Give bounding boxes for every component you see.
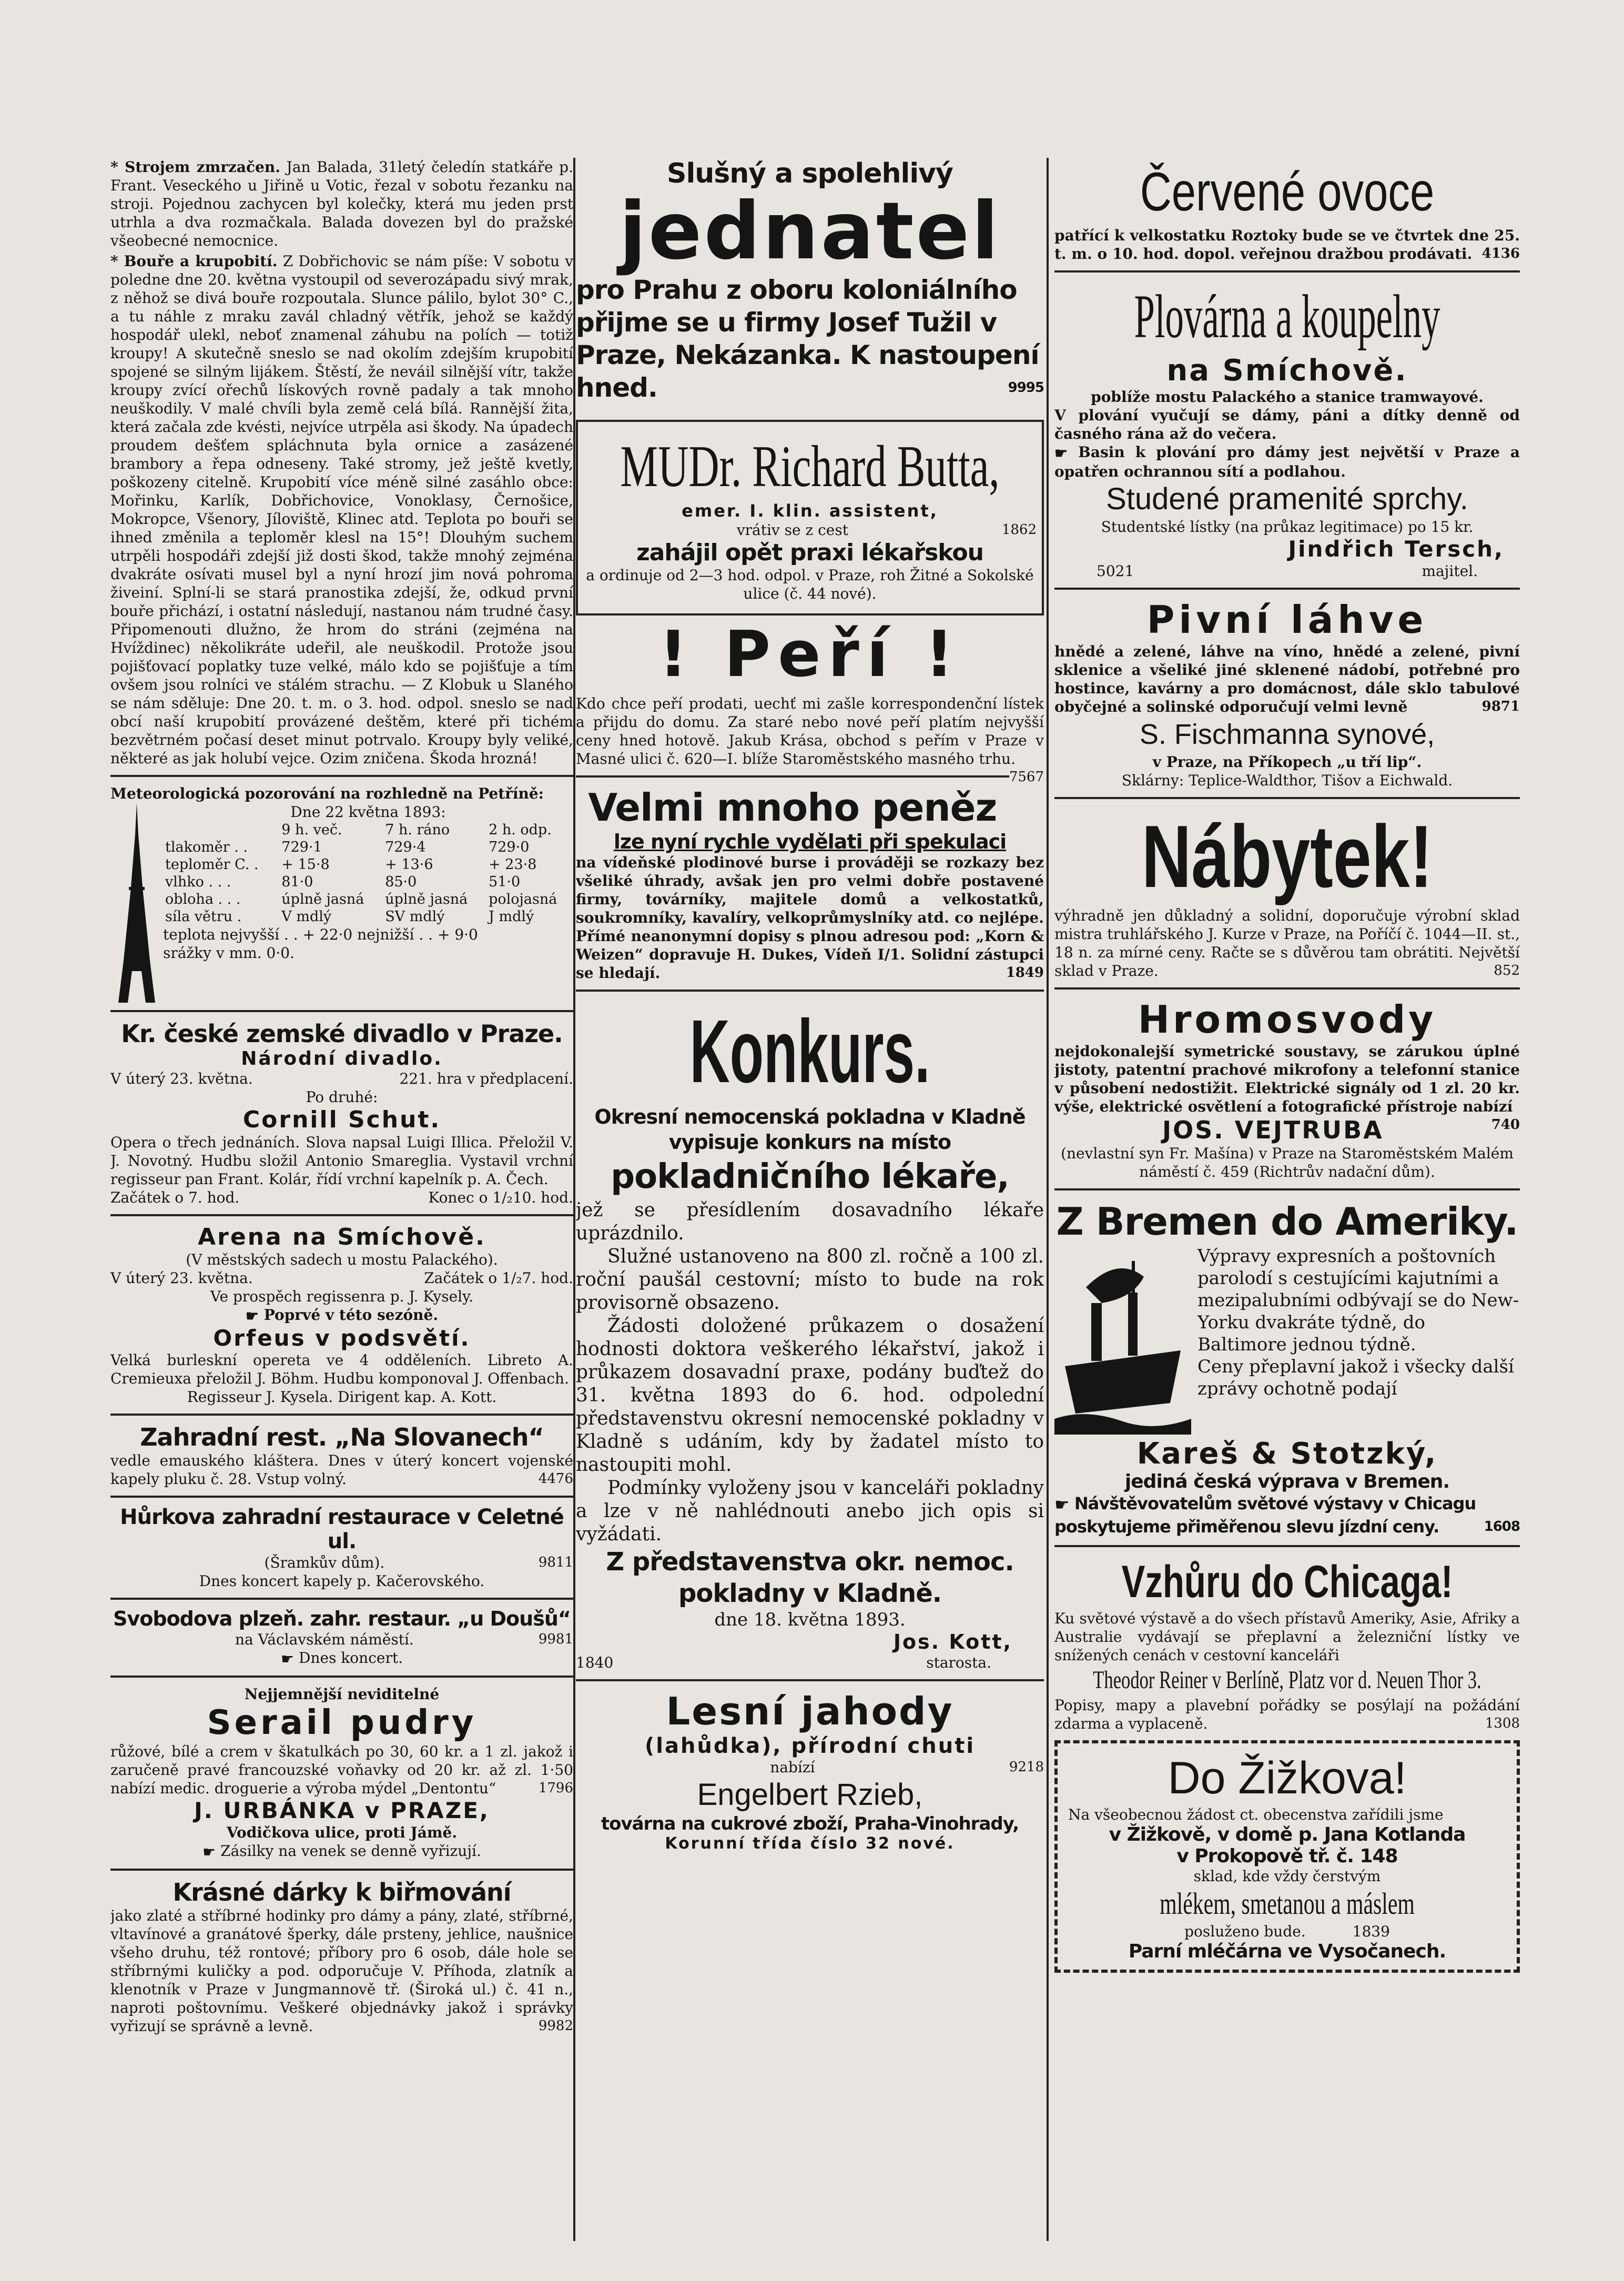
ad-svobodova-heading: Svobodova plzeň. zahr. restaur. „u Doušů“: [113, 1607, 571, 1630]
ad-jednatel-kicker: Slušný a spolehlivý: [667, 158, 953, 189]
news-headline: * Bouře a krupobití.: [110, 253, 278, 270]
ad-konkurs-heading: Konkurs.: [689, 1002, 930, 1102]
ad-velmi-heading: Velmi mnoho peněz: [588, 785, 997, 830]
ad-plovarna-footer: [1054, 562, 1520, 580]
meteo-label: vlhko . . .: [165, 874, 231, 890]
ad-number: 9811: [538, 1555, 573, 1570]
meteo-header-row: [163, 821, 573, 839]
ad-bremen-text: Výpravy expresních a poštovních parolodí s cestujícími kajutními a mezipalubními odbývají se do New-Yorku dvakráte týdně, do Baltimore jednou týdně.: [1197, 1246, 1519, 1355]
arena-play-title: Orfeus v podsvětí.: [213, 1325, 471, 1351]
ad-text: nejdokonalejší symetrické soustavy, se zárukou úplné jistoty, patentní prachové mikrofony a telefonní stanice v působení nedostižit. Elektrické signály od 1 zl. 20 kr. výše, elektrické osvětlení a fotografické přístroje nabízí: [1054, 1043, 1520, 1115]
ad-zizkova-street: v Prokopově tř. č. 148: [1176, 1845, 1398, 1867]
meteo-value: 51·0: [489, 874, 521, 890]
theatre-date: V úterý 23. května.: [110, 1070, 253, 1087]
meteo-label: síla větru .: [165, 909, 242, 925]
arena-play-text: Velká burleskní opereta ve 4 odděleních. Libreto A. Cremieuxa přeložil J. Böhm. Hudbu komponoval J. Offenbach.: [110, 1351, 573, 1387]
pointing-hand-icon: ☛: [245, 1307, 259, 1325]
ad-vzhuru-text: Ku světové výstavě a do všech přístavů Ameriky, Asie, Afriky a Australie vydávají se přeplavní a železniční lístky ve snížených cenách v cestovní kanceláři: [1054, 1610, 1520, 1664]
ad-number: 740: [1491, 1117, 1520, 1133]
ad-pivni-works: Sklárny: Teplice-Waldthor, Tišov a Eichwald.: [1121, 772, 1453, 789]
ad-text: na vídeňské plodinové burse i prováději se rozkazy bez všeliké úhrady, avšak jen pro velmi dobře postavené firmy, továrníky, majitele domů a velkostatků, soukromníky, kavalíry, velkoprůmyslníky atd. co nejlépe. Přímé neanonymní dopisy s plnou adresou pod: „Korn & Weizen“ dopravuje H. Dukes, Vídeň I/1. Solidní zástupci se hledají.: [576, 854, 1044, 982]
ad-urbanka-note: [110, 1842, 573, 1861]
ad-vzhuru-popisy: [1054, 1696, 1520, 1733]
ad-nabytek-text: [1054, 906, 1520, 980]
pointing-hand-icon: ☛: [281, 1650, 295, 1668]
meteo-value: úplně jasná: [281, 891, 364, 907]
ad-velmi-text: [576, 853, 1044, 982]
ad-zizkova-shop: sklad, kde vždy čerstvým: [1193, 1868, 1381, 1885]
ad-konkurs-role: starosta.: [926, 1654, 991, 1671]
arena-premiere-text: Poprvé v této sezóně.: [263, 1306, 439, 1324]
ad-pivni-address: v Praze, na Příkopech „u tří lip“.: [1152, 753, 1422, 771]
steamship-icon: [1054, 1245, 1191, 1437]
ad-konkurs-position: pokladničního lékaře,: [611, 1157, 1009, 1196]
pointing-hand-icon: ☛: [1054, 445, 1068, 462]
ad-number: 1839: [1352, 1923, 1390, 1940]
meteo-value: 729·4: [385, 839, 426, 855]
ad-text: pro Prahu z oboru koloniálního přijme se u firmy Josef Tužil v Praze, Nekázanka. K nastoupení hned.: [576, 275, 1039, 403]
meteo-date: Dne 22 května 1893:: [290, 803, 446, 821]
ad-text: na Václavském náměstí.: [235, 1631, 414, 1648]
column-right: [1054, 158, 1520, 2252]
ad-number: 1308: [1485, 1715, 1520, 1731]
ad-hurkova-sub: [110, 1553, 573, 1572]
theatre-date-row: [110, 1069, 573, 1088]
ad-text: Kdo chce peří prodati, uechť mi zašle korrespondenční lístek a přijdu do domu. Za staré nebo nové peří platím nejvyšší ceny hned hotově. Jakub Krása, obchod s peřím v Praze v Masné ulici č. 620—I. blíže Staroměstského masného trhu.: [576, 695, 1044, 768]
ad-konkurs-issuer: Okresní nemocenská pokladna v Kladně vypisuje konkurs na místo: [594, 1105, 1026, 1154]
ad-number: 5021: [1097, 562, 1134, 580]
theatre-note: Po druhé:: [306, 1088, 378, 1106]
ad-text: nabízí: [770, 1759, 815, 1776]
ad-mudr-title: emer. I. klin. assistent,: [682, 501, 938, 521]
ad-plovarna-basin: [1054, 443, 1520, 481]
ad-text: Návštěvovatelům světové výstavy v Chicagu poskytujeme přiměřenou slevu jízdní ceny.: [1054, 1493, 1476, 1537]
ad-cervene-heading: Červené ovoce: [1140, 162, 1435, 223]
ad-text: vrátiv se z cest: [736, 521, 848, 539]
ad-zizkova-text: Na všeobecnou žádost ct. obecenstva zařídili jsme: [1068, 1806, 1444, 1823]
arena-premiere: [110, 1306, 573, 1325]
news-text: Jan Balada, 31letý čeledín statkáře p. Frant. Veseckého u Jiřině u Votic, řezal v sobotu řezanku na stroji. Pojednou zachycen byl kolečky, která mu jeden prst utrhla a dva rozmačkala. Balada dovezen byl do pražské všeobecné nemocnice.: [110, 158, 573, 249]
column-left: [110, 158, 573, 2252]
ad-bremen-agent-sub: jediná česká výprava v Bremen.: [1124, 1471, 1450, 1492]
ad-urbanka-heading: J. URBÁNKA v PRAZE,: [194, 1798, 490, 1823]
ad-number: 9871: [1481, 699, 1520, 714]
ad-bremen-body: [1054, 1245, 1520, 1437]
ad-svobodova-note: [110, 1649, 573, 1668]
ad-text: (Šramkův dům).: [264, 1554, 385, 1571]
theatre-time-row: [110, 1188, 573, 1207]
ad-darky-heading: Krásné dárky k biřmování: [172, 1878, 511, 1906]
ad-jednatel-heading: jednatel: [619, 186, 1001, 277]
theatre-heading: Kr. české zemské divadlo v Praze.: [121, 1020, 563, 1048]
ad-number: 1840: [576, 1654, 614, 1671]
arena-date: V úterý 23. května.: [110, 1269, 253, 1287]
arena-subheading: (V městských sadech u mostu Palackého).: [186, 1251, 498, 1268]
pointing-hand-icon: ☛: [202, 1843, 216, 1861]
ad-plovarna-text: V plování vyučují se dámy, páni a dítky denně od časného rána až do večera.: [1054, 407, 1520, 442]
ad-peri-heading: ! Peří !: [658, 618, 961, 691]
ad-pivni-text: [1054, 642, 1520, 716]
ad-number: 1849: [1006, 965, 1044, 981]
ad-hurkova-heading: Hůrkova zahradní restaurace v Celetné ul.: [120, 1505, 564, 1553]
ad-velmi-sub: lze nyní rychle vydělati při spekulaci: [613, 830, 1007, 853]
ad-number: 852: [1494, 963, 1520, 978]
meteo-value: + 15·8: [281, 856, 330, 873]
ad-hromosvody-heading: Hromosvody: [1138, 997, 1437, 1042]
ad-serail-kicker: Nejjemnější neviditelné: [244, 1685, 440, 1703]
ad-konkurs-signature-body: Z představenstva okr. nemoc. pokladny v Kladně.: [606, 1547, 1014, 1608]
arena-date-row: [110, 1269, 573, 1287]
theatre-play-text: Opera o třech jednáních. Slova napsal Luigi Illica. Přeložil V. J. Novotný. Hudbu složil Antonio Smareglia. Vystavil vrchní regisseur pan Frant. Kolár, řídí vrchní kapelník p. A. Čech.: [110, 1134, 573, 1188]
meteo-label: tlakoměr . .: [165, 839, 248, 855]
meteo-col-head: 2 h. odp.: [489, 822, 552, 838]
ad-text: hnědé a zelené, láhve na víno, hnědé a zelené, pivní sklenice a všeliké jiné sklenené nádobí, potřebné pro hostince, kavárny a pro domácnost, dále sklo tabulové obyčejné a solinské odporučují velmi levně: [1054, 643, 1520, 715]
meteo-value: 729·1: [281, 839, 322, 855]
column-middle: [576, 158, 1044, 2252]
ad-plovarna-near: poblíže mostu Palackého a stanice tramwayové.: [1091, 388, 1484, 406]
meteo-row: [163, 873, 573, 891]
ad-mudr-practice: zahájil opět praxi lékařskou: [636, 539, 983, 566]
ad-zahradni-heading: Zahradní rest. „Na Slovanech“: [140, 1423, 544, 1451]
ad-konkurs-text: Služné ustanoveno na 800 zl. ročně a 100 zl. roční paušál cestovní; místo to bude na rok provisorně obsazeno.: [576, 1246, 1044, 1314]
ad-text: patřící k velkostatku Roztoky bude se ve čtvrtek dne 25. t. m. o 10. hod. dopol. veřejnou dražbou prodávati.: [1054, 227, 1520, 263]
ad-text: vedle emauského kláštera. Dnes v úterý koncert vojenské kapely pluku č. 28. Vstup volný.: [110, 1452, 573, 1488]
ad-zizkova-served: [1068, 1922, 1506, 1941]
ad-konkurs-signatory: Jos. Kott,: [893, 1630, 1012, 1653]
ad-zizkova-address: v Žižkově, v domě p. Jana Kotlanda: [1109, 1824, 1466, 1845]
ad-number: 7567: [1009, 769, 1044, 785]
meteo-row: [163, 891, 573, 908]
ad-jednatel-text: [576, 274, 1044, 404]
ad-text: posluženo bude.: [1184, 1923, 1306, 1940]
meteo-label: teploměr C. .: [165, 856, 259, 873]
theatre-subheading: Národní divadlo.: [241, 1048, 443, 1069]
ad-pivni-heading: Pivní láhve: [1146, 598, 1428, 642]
ad-text: růžové, bílé a crem v škatulkách po 30, 60 kr. a 1 zl. jakož i zaručeně pravé francouzské voňavky od 20 kr. až zl. 1·50 nabízí medic. droguerie a výroba mýdel „Dentontu“: [110, 1743, 573, 1797]
theatre-play-no: 221. hra v předplacení.: [399, 1070, 573, 1087]
ad-lesni-sub: (lahůdka), přírodní chuti: [644, 1734, 976, 1758]
theatre-play-title: Cornill Schut.: [242, 1106, 441, 1133]
ad-vzhuru-heading: Vzhůru do Chicaga!: [1121, 1557, 1453, 1607]
ad-hurkova-text: Dnes koncert kapely p. Kačerovského.: [199, 1572, 485, 1590]
arena-start: Začátek o 1/₂7. hod.: [424, 1269, 573, 1287]
meteo-table: [163, 821, 573, 925]
meteo-value: J mdlý: [489, 909, 534, 925]
ad-number: 9982: [538, 2018, 573, 2034]
ad-cervene-text: [1054, 226, 1520, 263]
ad-number: 1796: [538, 1780, 573, 1796]
ad-konkurs-footer: [576, 1653, 1044, 1672]
column-rule: [1047, 158, 1049, 2241]
news-boure: [110, 252, 573, 768]
ad-plovarna-showers: Studené pramenité sprchy.: [1106, 482, 1468, 516]
ad-number: 1608: [1484, 1519, 1520, 1535]
arena-director: Regisseur J. Kysela. Dirigent kap. A. Kott.: [187, 1388, 497, 1406]
pointing-hand-icon: ☛: [1054, 1495, 1069, 1515]
meteo-value: úplně jasná: [385, 891, 468, 907]
ad-zahradni-text: [110, 1451, 573, 1488]
meteo-extremes: teplota nejvyšší . . + 22·0 nejnižší . . + 9·0: [163, 926, 478, 943]
ad-zizkova-goods: mlékem, smetanou a máslem: [1160, 1886, 1415, 1921]
meteo-value: 81·0: [281, 874, 313, 890]
ad-darky-text: [110, 1906, 573, 2035]
meteo-row: [163, 856, 573, 873]
ad-lesni-heading: Lesní jahody: [666, 1689, 954, 1733]
ad-peri-text: [576, 694, 1044, 785]
ad-text: Basin k plování pro dámy jest největší v Praze a opatřen ochrannou sítí a podlahou.: [1054, 443, 1520, 480]
news-strojem: [110, 158, 573, 250]
ad-zizkova-box: [1054, 1740, 1520, 1973]
ad-lesni-factory: továrna na cukrové zboží, Praha-Vinohrady,: [601, 1813, 1019, 1834]
meteo-label: obloha . . .: [165, 891, 241, 907]
ad-text: výhradně jen důkladný a solidní, doporučuje výrobní sklad mistra truhlářského J. Kurze v Praze, na Poříčí č. 1044—II. st., 18 n. za mírné ceny. Račte se s důvěrou tam obrátiti. Největší sklad v Praze.: [1054, 907, 1520, 980]
meteo-row: [163, 908, 573, 925]
ad-nabytek-heading: Nábytek!: [1141, 807, 1433, 906]
ad-bremen-agent: Kareš & Stotzký,: [1136, 1437, 1438, 1471]
meteo-value: 729·0: [489, 839, 530, 855]
meteo-value: + 23·8: [489, 856, 537, 873]
arena-benefit: Ve prospěch regissenra p. J. Kysely.: [210, 1288, 474, 1305]
theatre-start: Začátek o 7. hod.: [110, 1189, 240, 1206]
meteo-value: SV mdlý: [385, 909, 445, 925]
column-rule: [573, 158, 575, 2241]
meteo-heading: Meteorologická pozorování na rozhledně na Petříně:: [110, 785, 544, 802]
ad-hromosvody-address: (nevlastní syn Fr. Mašína) v Praze na Staroměstském Malém náměstí č. 459 (Richtrův nadační dům).: [1061, 1145, 1514, 1180]
news-text: Z Dobřichovic se nám píše: V sobotu v poledne dne 20. května vystoupil od severozápadu sivý mrak, z něhož se divá bouře rozpoutala. Slunce pálilo, bylot 30° C., a tu náhle z mraku zavál chladný větřík, jehož se každý hospodář ulekl, neboť znamenal záhubu na polích — totiž kroupy! A skutečně sneslo se nad okolím zdejším krupobití spojené se silným lijákem. Štěstí, že neváil silnější vítr, takže kroupy zvící ořechů lískových rovně padaly a tak mnoho neuškodily. V malé chvíli byla země celá bílá. Rannější žita, která začala zde kvésti, nejvíce utrpěla asi škody. Na úpadech proudem dešťem spláchnuta byla ornice a zasázené brambory a řepa odneseny. Také stromy, jež ještě kvetly, poškozeny citelně. Krupobití více méně silné zasáhlo obce: Mořinku, Karlík, Dobřichovice, Vonoklasy, Černošice, Mokropce, Všenory, Jíloviště, Klinec atd. Teplota po bouři se ihned změnila a teploměr klesl na 15°! Dlouhým suchem utrpěli hospodáři zdejší již dosti škod, takže mnohý zejména dvakráte osívati musel byl a nyní hrozí jim nová pohroma živeiní. Splní-li se stará pranostika zdejší, že, odkud první bouře přichází, i ostatní následují, nastanou nám trudné časy. Připomenouti dlužno, že hrom do stráni (zejména na Hvíždinec) několikráte udeřil, ale neuškodil. Protože jsou pojišťovací poplatky tuze velké, málo kdo se pojišťuje a tím ovšem jsou rolníci ve stálém strachu. — Z Klobuk u Slaného se nám sděluje: Dne 20. t. m. o 3. hod. odpol. sneslo se nad obcí naší krupobití provázené deštěm, které při tichém bezvětrném počasí deset minut potrvalo. Kroupy byly veliké, některé as jak holubí vejce. Ozim zničena. Škoda hrozná!: [110, 253, 573, 767]
ad-konkurs-date: dne 18. května 1893.: [714, 1609, 906, 1630]
ad-bremen-chicago: [1054, 1492, 1520, 1538]
meteo-value: polojasná: [489, 891, 557, 907]
meteo-value: 85·0: [385, 874, 417, 890]
ad-number: 4476: [538, 1471, 573, 1487]
ad-plovarna-location: na Smíchově.: [1166, 354, 1408, 388]
ad-plovarna-tickets: Studentské lístky (na průkaz legitimace) po 15 kr.: [1101, 518, 1474, 536]
ad-konkurs-text: Podmínky vyloženy jsou v kanceláři pokladny a lze v ně nahlédnouti anebo jich opis si vyžádati.: [576, 1477, 1044, 1545]
ad-hromosvody-seller: JOS. VEJTRUBA: [1162, 1116, 1384, 1144]
ad-svobodova-sub: [110, 1630, 573, 1649]
ad-konkurs-text: Žádosti doložené průkazem o dosažení hodnosti doktora veškerého lékařství, jakož i průkazem dosavadní praxe, podány buďtež do 31. května 1893 do 6. hod. odpolední představenstvu okresní nemocenské pokladny v Kladně s udáním, kdy by žadatel místo to nastoupiti mohl.: [576, 1315, 1044, 1476]
meteo-value: V mdlý: [281, 909, 332, 925]
ad-plovarna-heading: Plovárna a koupelny: [1134, 282, 1440, 351]
ad-plovarna-owner: Jindřich Tersch,: [1288, 536, 1504, 562]
ad-mudr-return: [583, 521, 1037, 539]
meteo-col-head: 7 h. ráno: [385, 822, 450, 838]
meteo-block: [110, 803, 573, 1003]
ad-bremen-heading: Z Bremen do Ameriky.: [1056, 1199, 1518, 1244]
theatre-end: Konec o 1/₂10. hod.: [428, 1189, 573, 1206]
eiffel-tower-icon: [110, 803, 163, 1003]
ad-number: 1862: [1001, 522, 1037, 538]
ad-number: 9995: [1008, 380, 1044, 396]
arena-heading: Arena na Smíchově.: [198, 1224, 486, 1250]
ad-text: Zásilky na venek se denně vyřizují.: [220, 1842, 481, 1860]
ad-zizkova-dairy: Parní mléčárna ve Vysočanech.: [1128, 1941, 1446, 1962]
ad-mudr-box: [576, 420, 1044, 615]
ad-text: Popisy, mapy a plavební pořádky se posýlají na požádání zdarma a vyplaceně.: [1054, 1697, 1520, 1732]
ad-konkurs-text: jež se přesídlením dosavadního lékaře uprázdnilo.: [576, 1199, 1044, 1244]
ad-number: 4136: [1481, 246, 1520, 261]
ad-lesni-seller: Engelbert Rzieb,: [697, 1778, 923, 1812]
news-headline: * Strojem zmrzačen.: [110, 158, 281, 176]
ad-bremen-text2: Ceny přeplavní jakož i všecky další zprávy ochotně podají: [1197, 1356, 1514, 1399]
ad-mudr-hours: a ordinuje od 2—3 hod. odpol. v Praze, roh Žitné a Sokolské ulice (č. 44 nové).: [586, 567, 1034, 602]
meteo-row: [163, 839, 573, 856]
ad-number: 9981: [538, 1631, 573, 1647]
ad-plovarna-role: majitel.: [1422, 562, 1478, 580]
ad-mudr-heading: MUDr. Richard Butta,: [620, 434, 1000, 499]
meteo-rain: srážky v mm. 0·0.: [163, 944, 295, 962]
meteo-col-head: 9 h. več.: [281, 822, 342, 838]
ad-serail-heading: Serail pudry: [207, 1703, 477, 1742]
ad-text: Dnes koncert.: [299, 1649, 403, 1667]
ad-text: jako zlaté a stříbrné hodinky pro dámy a pány, zlaté, stříbrné, vltavínové a granátové šperky, dále prsteny, jehlice, naušnice všeho druhu, též rontové; příbory pro 6 osob, dále hole se stříbrnými kuličky a pod. odporučuje V. Příhoda, zlatník a klenotník v Praze v Jungmannově tř. (Široká ul.) č. 41 n., naproti poštovnímu. Veškeré objednávky jakož i správky vyřizují se správně a levně.: [110, 1907, 573, 2035]
ad-lesni-offer: [576, 1758, 1044, 1777]
ad-pivni-seller: S. Fischmanna synové,: [1139, 719, 1435, 750]
ad-lesni-address: Korunní třída číslo 32 nové.: [665, 1834, 955, 1853]
ad-number: 9218: [1009, 1759, 1044, 1775]
ad-vzhuru-agent: Theodor Reiner v Berlíně, Platz vor d. Neuen Thor 3.: [1093, 1666, 1481, 1694]
ad-urbanka-address: Vodičkova ulice, proti Jámě.: [226, 1824, 458, 1841]
ad-serail-text: [110, 1742, 573, 1798]
ad-zizkova-heading: Do Žižkova!: [1168, 1753, 1407, 1803]
meteo-value: + 13·6: [385, 856, 433, 873]
